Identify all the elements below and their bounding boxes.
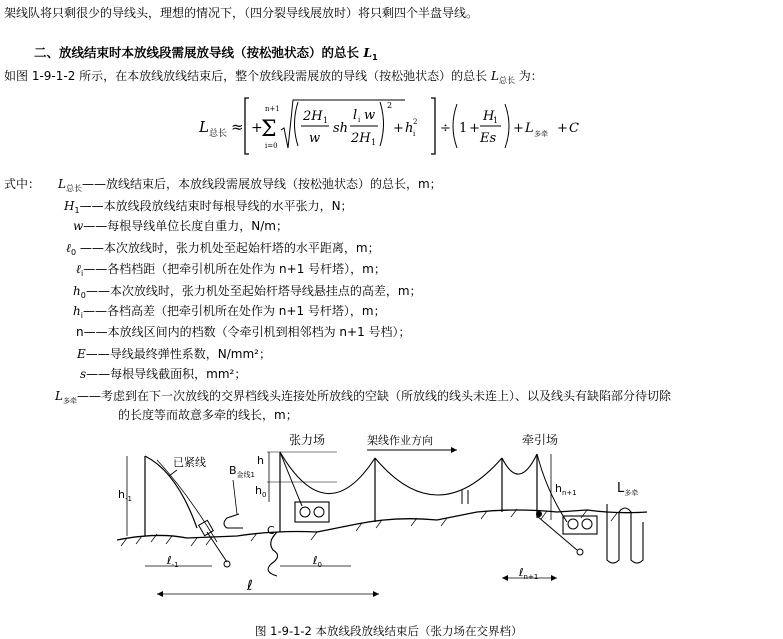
length-formula <box>195 96 595 156</box>
label-l: ℓ <box>247 578 253 594</box>
formula-sum-bottom: i=0 <box>265 142 278 150</box>
def-text: ——各档高差（把牵引机所在处作为 n+1 号杆塔），m； <box>82 304 386 318</box>
formula-li-sub: i <box>358 116 361 124</box>
def-text: ——各档档距（把牵引机所在处作为 n+1 号杆塔），m； <box>83 262 386 276</box>
label-h-minus1: $h_{-1}$ <box>118 488 132 503</box>
formula-2h1: 2H <box>303 109 323 124</box>
def-text: ——放线结束后，本放线段需展放导线（按松弛状态）的总长，m； <box>81 177 442 191</box>
formula-paren-right <box>380 102 384 146</box>
clamp <box>199 520 214 535</box>
formula-lextra: L <box>525 121 534 136</box>
def-subscript: i <box>81 269 84 278</box>
formula-approx: ≈ <box>231 118 244 136</box>
puller-wheel-2 <box>582 519 592 529</box>
formula-div: ÷ <box>440 121 451 136</box>
definition-item <box>66 241 380 260</box>
def-symbol: H <box>64 199 75 213</box>
formula-lextra-sub: 多牵 <box>534 130 548 138</box>
section-title: 二、放线结束时本放线段需展放导线（按松弛状态）的总长 <box>34 45 360 60</box>
span-1 <box>375 458 502 495</box>
def-text: ——考虑到在下一次放线的交界档线头连接处所放线的空缺（所放线的线头未连上）、以及线头有缺陷部分待切除 <box>76 389 671 403</box>
def-symbol: w <box>73 219 84 233</box>
formula-lhs: L <box>199 118 209 136</box>
formula-hi-sup: 2 <box>413 118 418 126</box>
formula-h1-sub-den: 1 <box>371 138 377 147</box>
def-text: ——本放线区间内的档数（令牵引机到相邻档为 n+1 号档）； <box>83 325 411 339</box>
formula-plus-5: + <box>557 121 568 136</box>
formula-w: w <box>309 131 321 146</box>
formula-right-bracket <box>431 98 435 154</box>
def-text: ——本次放线时，张力机处至起始杆塔导线悬挂点的高差，m； <box>85 284 422 298</box>
stringing-diagram <box>117 432 667 620</box>
def-text: ——本次放线时，张力机处至起始杆塔的水平距离，m； <box>76 241 380 255</box>
para-var: L <box>491 69 499 83</box>
label-h: h <box>257 454 264 467</box>
puller-wheel-1 <box>568 519 578 529</box>
def-text: ——本放线段放线结束时每根导线的水平张力，N； <box>79 199 353 213</box>
def-subscript: 总长 <box>65 184 82 193</box>
def-text: ——每根导线截面积，mm²； <box>86 367 247 381</box>
formula-plus-1: + <box>251 120 263 136</box>
label-l-n1: ℓ$_{n+1}$ <box>519 566 539 581</box>
para-sub: 总长 <box>498 76 515 85</box>
def-symbol: ℓ <box>66 241 71 255</box>
section-title-var: L <box>363 45 373 60</box>
label-h-n1: $h_{n+1}$ <box>555 482 577 497</box>
def-symbol: s <box>80 367 87 381</box>
label-c: C <box>267 524 275 537</box>
def-subscript: 1 <box>74 206 80 215</box>
formula-hi: h <box>405 121 414 136</box>
label-puller-site: 牵引场 <box>522 433 559 447</box>
formula-left-bracket <box>245 98 249 154</box>
definition-item <box>73 284 422 303</box>
label-b: $B_{金线1}$ <box>229 464 256 479</box>
coil-c <box>268 532 277 576</box>
conductor-tension <box>280 452 302 506</box>
label-l-minus1: ℓ$_{-1}$ <box>167 554 179 569</box>
span-n <box>502 454 537 474</box>
definition-item <box>76 262 386 281</box>
definition-item <box>58 177 442 196</box>
pointer-b <box>233 480 237 514</box>
label-l0: ℓ$_0$ <box>313 554 323 569</box>
para-prefix: 如图 1-9-1-2 所示，在本放线放线结束后，整个放线段需展放的导线（按松弛状态）的总长 <box>4 69 488 83</box>
definition-item <box>76 325 411 344</box>
formula-hi-sub: i <box>413 130 416 138</box>
formula-w-2: w <box>364 108 376 123</box>
para-suffix: 为： <box>518 69 543 83</box>
label-h0: $h_0$ <box>255 484 267 499</box>
definition-item <box>64 199 353 218</box>
direction-arrowhead <box>451 447 457 453</box>
figure-caption: 图 1-9-1-2 本放线段放线结束后（张力场在交界档） <box>255 624 523 638</box>
definition-item <box>73 219 288 238</box>
formula-square: 2 <box>387 101 393 110</box>
definition-continuation: 的长度等而故意多牵的线长，m； <box>118 408 298 422</box>
anchor-point-right <box>577 549 583 555</box>
intro-paragraph <box>4 69 543 88</box>
clamp-point <box>536 511 542 517</box>
definition-item <box>80 367 246 386</box>
label-tension-site: 张力场 <box>289 433 326 447</box>
formula-lhs-sub: 总长 <box>209 129 228 139</box>
formula-paren2-right <box>505 104 509 148</box>
def-subscript: 0 <box>71 248 77 257</box>
formula-plus-3: + <box>469 121 480 136</box>
formula-es: Es <box>480 131 497 146</box>
pointer-tightened <box>169 470 177 476</box>
definition-item <box>55 389 671 408</box>
tension-wheel-1 <box>300 507 310 517</box>
def-subscript: i <box>80 311 83 320</box>
formula-plus-2: + <box>393 121 404 136</box>
anchor-line-right <box>537 516 577 550</box>
label-direction: 架线作业方向 <box>367 434 433 447</box>
formula-h1-num-sub: 1 <box>493 116 499 125</box>
definition-item <box>73 304 386 323</box>
def-subscript: 多牵 <box>62 397 77 405</box>
def-symbol: L <box>58 177 66 191</box>
formula-paren2-left <box>453 104 457 148</box>
formula-h1-sub: 1 <box>323 116 329 125</box>
def-symbol: L <box>55 389 63 403</box>
section-title-sub: 1 <box>372 53 378 62</box>
formula-sum-top: n+1 <box>265 105 280 113</box>
def-symbol: n <box>76 325 84 339</box>
formula-c: C <box>569 121 579 136</box>
formula-2h1-den: 2H <box>351 131 371 146</box>
tension-wheel-2 <box>314 507 324 517</box>
formula-paren-left <box>295 102 299 146</box>
formula-plus-4: + <box>513 121 524 136</box>
formula-li: l <box>353 108 358 123</box>
label-tightened: 已紧线 <box>173 456 206 469</box>
def-symbol: E <box>77 347 86 361</box>
label-l-extra: $L_{多牵}$ <box>617 481 639 497</box>
definition-item <box>77 347 271 366</box>
coil-b <box>224 514 243 528</box>
def-symbol: h <box>73 284 81 298</box>
formula-sigma: Σ <box>261 117 277 142</box>
def-text: ——每根导线单位长度自重力，N/m； <box>83 219 288 233</box>
def-symbol: h <box>73 304 81 318</box>
ground-hatching <box>121 509 617 546</box>
def-text: ——导线最终弹性系数，N/mm²； <box>85 347 271 361</box>
definitions-label: 式中： <box>4 177 41 191</box>
def-symbol: ℓ <box>76 262 81 276</box>
def-subscript: 0 <box>80 291 86 300</box>
formula-sh: sh <box>333 121 349 136</box>
formula-h1-num: H <box>483 109 495 124</box>
formula-one: 1 <box>459 121 468 136</box>
intro-line: 架线队将只剩很少的导线头，理想的情况下，（四分裂导线展放时）将只剩四个半盘导线。 <box>4 6 479 20</box>
section-heading <box>34 46 378 65</box>
